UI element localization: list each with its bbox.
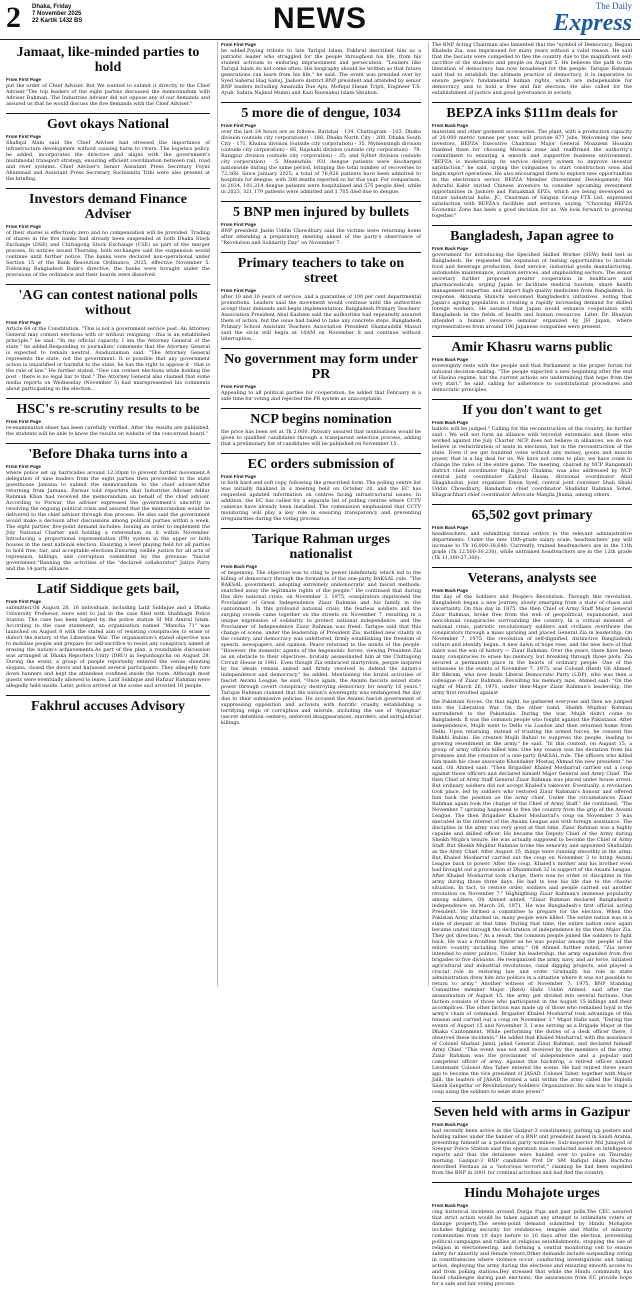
article-latif xyxy=(6,578,210,692)
article-dateline: From Back Page xyxy=(432,246,468,251)
article-headline[interactable]: Fakhrul accuses Advisory xyxy=(6,695,210,714)
article-headline[interactable]: Hindu Mohajote urges xyxy=(432,1182,632,1201)
article-primary xyxy=(221,252,421,345)
issue-date-bangla: 22 Kartik 1432 BS xyxy=(32,18,83,24)
article-dateline: From First Page xyxy=(6,419,41,424)
article-headline[interactable]: Latif Siddique gets bail, xyxy=(6,578,210,597)
article-headline[interactable]: BEPZA inks $111m deals for xyxy=(432,102,632,121)
article-columns xyxy=(6,42,634,1287)
article-headline[interactable]: EC orders submission of xyxy=(221,453,421,472)
article-headline[interactable]: Govt okays National xyxy=(6,113,210,132)
article-spacer xyxy=(6,689,210,692)
article-dateline: From First Page xyxy=(221,123,256,128)
article-dateline: From Back Page xyxy=(432,1203,468,1208)
article-col2-top xyxy=(221,42,421,99)
article-fakhrul xyxy=(6,695,210,719)
article-spacer xyxy=(432,96,632,99)
article-headline[interactable]: Seven held with arms in Gazipur xyxy=(432,1101,632,1120)
article-spacer xyxy=(6,392,210,395)
article-dateline: From Back Page xyxy=(221,564,257,569)
article-spacer xyxy=(432,1176,632,1179)
article-dateline: From First Page xyxy=(221,42,256,47)
article-spacer xyxy=(221,522,421,525)
article-khasru xyxy=(432,336,632,396)
article-body: cing historical incidents around Durga Puja and past polls.The CEC assured that strict action would be taken against any attempt to intimidate voters or damage property.The seven-point demand submitted by Hindu Mohajote includes fighting security for residences, temples and Maths of minority communities from 10 days before to 10 days after the election, preventing political campaigns and rallies at religious establishments, stopping the use of religion in electioneering, and forming a central monitoring cell to ensure safety for minority and female voters.Other demands include suspending voting in constituencies where violence occur, conducting investigations and taking action, deploying the army during the elections and ensuring smooth access to and from polling stations.Dey stressed that while the Hindu community has faced challenges during past elections, the assurances from EC provide hope for a safe and fair voting process. xyxy=(432,1209,632,1287)
article-dateline: From First Page xyxy=(221,474,256,479)
page-number: 2 xyxy=(6,1,21,34)
article-dateline: From Back Page xyxy=(432,525,468,530)
article-spacer xyxy=(221,342,421,345)
article-dateline: From Back Page xyxy=(432,123,468,128)
article-veterans xyxy=(432,567,632,699)
article-spacer xyxy=(6,182,210,185)
logo-big-text: Express xyxy=(553,10,632,36)
article-spacer xyxy=(221,402,421,405)
article-body: sovereignty rests with the people and that Parliament is the proper forum for national decision-making. "The people expected a new beginning after the end of Hasina regime, but the current actions are undermining that hope from the very start," he said, calling for adherence to constitutional procedures and democratic principles. xyxy=(432,363,632,393)
article-dengue xyxy=(221,102,421,198)
article-body: ballots will be judged." Calling for the reconstruction of the country, he further said : We will not form an alliance with terrorist extremists and those who worked against the July Charter. NCP does not believe in alliances, we do not believe in redistribution of seats in elections, but in the reconstruction of the state. Even if we get hundred votes without any money, goons and muscle power, that is a big deal for us. We have not come to play; we have come to change the rules of the entire game. The meeting, chaired by NCP Rangamati district chief coordinator Bipin Jyoti Chakma, was also addressed by NCP central joint coordinator Zahirul Hasan, divisional coordinator Abid Shagahudun, joint organizer Emon Syed, central joint convener Shah Shahi Uddin Chowdhury, Bandarban chief coordinator Shahidur Rahman Sohel, Khagrachhari chief coordinator Advocate Manjila Jhuma, among others. xyxy=(432,426,632,498)
article-headmasters xyxy=(432,504,632,564)
article-dateline: From First Page xyxy=(221,222,256,227)
article-seven-held xyxy=(432,1101,632,1179)
article-headline[interactable]: If you don't want to get xyxy=(432,399,632,418)
article-body: government for introducing the Specified Skilled Worker (SSW) field test in Bangladesh. He requested the expansion of testing opportunities to include food and beverage production, food service, industrial goods manufacturing, automobile maintenance, aviation services, and shipbuilding sectors. The senior secretary further proposed greater cooperation in healthcare and pharmaceuticals, urging Japan to facilitate medical tourism, share health management expertise, and import high-quality medicines from Bangladesh. In response, Akiyama Shinichi welcomed Bangladesh's initiatives, noting that Japan's ageing population is creating a rapidly increasing demand for skilled foreign workers. He assured that Japan would enhance cooperation with Bangladesh in the fields of health and human resources. Later, Dr. Bhuiyan attended a human resource seminar organized by JH Japan, where representatives from around 100 Japanese companies were present. xyxy=(432,252,632,330)
article-dont-want xyxy=(432,399,632,501)
article-spacer xyxy=(221,96,421,99)
article-body: where police set up barricades around 12:30pm to prevent further movement.A delegation of nine leaders from the eight parties then proceeded to the state guesthouse Jamuna to submit the memorandum to the chief adviser.After returning from Jamuna, Parwar told reporters that Industries Adviser Adilur Rahman Khan had received the memorandum on behalf of the chief adviser. According to Porwar, the adviser expressed the government's sincerity in resolving the ongoing political crisis and assured that the memorandum would be delivered to the chief adviser through due process. He also said the government would make a decision after discussions among political parties within a week. The eight parties' five-point demand includes: Issuing an order to implement the July National Charter and holding a referendum on it within November. Introducing a proportional representation (PR) system in the upper or both houses in the next national election. Ensuring a level playing field for all parties to hold free, fair, and acceptable elections.Ensuring visible justice for all acts of repression, killings, and corruption committed by the previous "fascist government."Banning the activities of the "declared collaborator" Jatiya Party and the 14-party alliance. xyxy=(6,470,210,572)
article-body: re-examination sheet has been carefully verified. After the results are published, the students will be able to know the results on website of the concerned board." xyxy=(6,425,210,437)
article-spacer xyxy=(6,278,210,281)
article-body: of their shares is effectively zero and no compensation will be provided. Trading of shares in the five banks had already been suspended at both Dhaka Stock Exchange (DSE) and Chittagong Stock Exchange (CSE) as part of the merger process. In notices issued Thursday, both exchanges said the suspension would continue until further notice. The banks were declared non-operational under Section 15 of the Bank Resolution Ordinance, 2025, effective November 5. Following Bangladesh Bank's directive, the banks were brought under the provisions of the ordinance and their boards were dissolved. xyxy=(6,230,210,278)
article-dateline: From First Page xyxy=(221,384,256,389)
article-spacer xyxy=(432,219,632,222)
article-body: materials and other garment accessories. The plant, with a production capacity of 20,000 metric tonnes per year, will provide 677 jobs. Welcoming the new investors, BEPZA Executive Chairman Major General Moazzem Hossain thanked them for choosing Mirsarai zone and reaffirmed the authority's commitment to ensuring a smooth and supportive business environment. "BEPZA is modernizing its service delivery system to improve investor satisfaction," he said, urging the companies to start construction soon and begin export operations. He also encouraged them to explore new opportunities in the electronics sector. BEPZA Member (Investment Development) Md Ashraful Kabir invited Chinese investors to consider upcoming investment opportunities in Jashore and Patuakhali EPZs, which are being developed as future industrial hubs. JC, Chairman of Singxin Group FTX Ltd, expressed satisfaction with BEPZA's facilities and services, saying, "Choosing BEPZA Economic Zone has been a good decision for us. We look forward to growing together." xyxy=(432,129,632,219)
article-body: headteachers, and submitting formal orders to the relevant administrative departments. Under the new 10th-grade salary scale, headteachers' pay will increase to Tk 16,000-38,640. Currently, trained headteachers are in the 11th grade (Tk 12,500-30,230), while untrained headteachers are in the 12th grade (Tk 11,300-27,300). xyxy=(432,531,632,561)
article-dateline: From First Page xyxy=(6,224,41,229)
column-1 xyxy=(6,42,210,986)
article-headline[interactable]: Jamaat, like-minded parties to hold xyxy=(16,45,200,75)
article-spacer xyxy=(432,498,632,501)
article-body: of hegemony. The objective was to cling to power indefinitely, which led to the killing of democracy through the formation of the one-party BAKSAL rule. "The BAKSAL government, adopting extremely undemocratic and fascist methods, snatched away the legitimate rights of the people." He continued that during this dire national crisis, on November 3, 1975, conspirators imprisoned the Proclaimer of Great Independence Ziaur Rahman and his family in the cantonment. In this profound national crisis, the fearless soldiers and the surging crowds came together on the streets on November 7, resulting in a unique expression of solidarity to protect national independence, and the Proclaimer of Independence Ziaur Rahman was freed. Tarique said that this change of scene, under the leadership of President Zia, instilled new vitality in the country, and democracy was unfettered, firmly establishing the freedom of speech, newspapers, and opinion. Peace returned to the minds of the people. "However, the domestic agents of the hegemonic forces, viewing President Zia as an obstacle to their objectives, brutally assassinated him at the Chittagong Circuit House in 1981. Even though Zia embraced martyrdom, people inspired by his ideals remain united and firmly resolved to defend the nation's independence and democracy," he added. Mentioning the brutal activities of fascist Awami League, he said, "Once again, the Awami fascists seized state power through covert conspiracy, destroying democracy for nearly 16 years." Tarique Rahman claimed that the nation's sovereignty was endangered the day due to their submissive policies. He accused the Awami fascist government of suppressing opposition and activists with horrific cruelty, establishing a terrifying reign of corruption and misrule, including the use of 'Ayanghar' (secret detention centers), enforced disappearances, murders, and extrajudicial killings. xyxy=(221,570,421,726)
article-body: he added.Paying tribute to late Tariqul Islam, Fakhrul described him as a patriotic leader who struggled for the people throughout his life, from his student activism to enduring imprisonment and persecution. "Leaders like Tariqul Islam do not come often. His biography should be written so that future generations can learn from his life," he said. The event was presided over by Syed Saberul Haq Sabuj, Jashore district BNP president and attended by senior BNP leaders including Amanulla Due Apu, Mofiqul Hasan Tripti, Engineer T.S. Ayub, Sabira Najmul Munni and Kazi Rawnakul Islam Shrabon. xyxy=(221,48,421,96)
article-headline[interactable]: NCP begins nomination xyxy=(221,408,421,427)
article-body: in both hard and soft copy, following the prescribed form. The polling centre list was initially finalized in a meeting held on October 20, and the EC has requested updated information on centres facing infrastructural issues. In addition, the EC has called for a separate list of polling centres where CCTV cameras have already been installed. The commission emphasized that CCTV monitoring will play a key role in ensuring transparency and preventing irregularities during the voting process. xyxy=(221,480,421,522)
article-dateline: From First Page xyxy=(221,288,256,293)
article-col4-top xyxy=(432,699,632,1098)
article-body: the Pakistani forces. On that night, he gathered everyone and then we jumped into the Liberation War. On the other hand, Sheikh Mujibur Rahman surrendered to the Pakistanis. During the war, Mujib didn't come to Bangladesh. It was the common people who fought against the Pakistanis. After independence, Mujib went to Delhi via London and then returned home from Delhi. Upon returning, instead of trusting the armed forces, he created the Rakkhi Bahini. He created Mujib Bahini to suppress the people, leading to growing resentment in the army," he said. "In this context, on August 15, a group of army officers killed him. One key reason was his deviation from his promises and the creation of a one-party BAKSAL rule. The officers who killed him made his close associate Khondaker Mostaq Ahmad the new president," he said. Oli Ahmed said: "Then Brigadier Khaled Mosharraf carried out a coup against those officers and declared himself Major General and Army Chief. The then Chief of Army Staff General Ziaur Rahman was placed under house arrest. But ordinary soldiers did not accept Khaled's takeover. Eventually, a revolution took place, led by soldiers who restored Ziaur Rahman's honour and offered him back the position as the army chief. Under the circumstances Ziaur Rahman again took the charge of the Chief of Army Staff." He continued, "The November 7 uprising happened to free the country from the grip of the Awami League. The then Brigadier Khaled Mosharraf's coup on November 3 was executed in the interest of the Awami League and with foreign assistance. The discipline in the army was very good at that time. Ziaur Rahman was a highly capable and skilled officer. He became the Deputy Chief of the Army during Sheikh Mujib's tenure. He was actually supposed to become the Chief of Army Staff. But Sheikh Mujibur Rahman broke the seniority and appointed Shafiullah as the Army Chief. After August 15, things were running smoothly in the army. But Khaled Mosharraf carried out the coup on November 3 to bring Awami League back to power. After the coup, Khaled's mother and his brother even had brought out a procession at Dhanmondi 32 in support of the Awami League. After Khaled Mosharraf took charge, there was no order or discipline in the army during those three days. He had to lose his life due to the chaotic situation. In fact, to restore order, soldiers and people carried out another revolution on November 7." Highlighting Ziaur Rahman's immense popularity among soldiers, Oli Ahmed added, "Ziaur Rahman declared Bangladesh's independence on March 26, 1971. He was Bangladesh's first official acting President. He formed a committee to prepare for the election. When the Pakistan Army attacked us, many people were killed. The entire nation was in a state of despair at that time. During that time, the entire nation once again became united through the declaration of independence by the then Major Zia. They got direction." As a result, the common people joined the soldiers to fight back. He was a frontline fighter as he was popular among the people of the entire country including the army." Oli Ahmed further noted, "Zia never intended to enter politics. Under his leadership, the army expanded from five brigades to five divisions. He reorganized the army, navy, and air force, initiated agricultural and industrial revolutions, canal digging projects, and played a crucial role in restoring law and order. Gradually, his role in state administration drew him into politics in a situation where it was not possible to return to army." Another witness of November 7, 1975, BNP Standing Committee member Major (Retd) Hafiz Uddin Ahmed, said after the assassination of August 15, the army got divided into several factions. One faction consists of those who participated in the August 15 killings and their accomplices. The other faction was made up of those who remained loyal to the army's chain of command. Brigadier Khaled Mosharraf took advantage of this tension and carried out a coup on November 3." Major Hafiz said, "During the events of August 15 and November 3, I was serving as a Brigade Major at the Dhaka Cantonment. While performing the duties of a desk officer there, I observed these incidents." He added that Khaled Mosharraf, with the assistance of Colonel Shafaat Jamil, jailed General Ziaur Rahman, and declared himself Army Chief. "This event was not well received by the members of the army. Ziaur Rahman was the proclaimer of independence and a popular and competent officer of army. Against this backdrop, a retired officer named Lieutenant Colonel Abu Taher entered the scene. He had retired three years ago to become the vice president of JASAD. Colonel Taher, together with Major Jalil, the leaders of JASAD, formed a unit within the army called the 'Biplobi Sainik Sangstha' or Revolutionary Soldiers' Organization. Its aim was to stage a coup using the soldiers to seize state power." xyxy=(432,699,632,1095)
article-headline[interactable]: No government may form under PR xyxy=(221,348,421,382)
article-dateline: From Back Page xyxy=(432,588,468,593)
column-2 xyxy=(217,42,421,986)
issue-date-gregorian: 7 November 2025 xyxy=(32,11,82,17)
article-body: the price has been set at Tk 2,000. Patwary assured that nominations would be given to qualified candidates through a transparent selection process, adding that a preliminary list of candidates will be published on November 15. xyxy=(221,429,421,447)
article-headline[interactable]: 'Before Dhaka turns into a xyxy=(6,443,210,462)
article-body: the day of the Soldiers and People's Revolution. Through this revolution, Bangladesh began a new journey, slowly emerging from a state of chaos and uncertainty. On this day in 1975, the then Chief of Army Staff Major General Ziaur Rahman, broke free from the web of geopolitical, expansionist, and neocolonial conspiracies surrounding the country. In a critical moment of national crisis, patriotic revolutionary soldiers and civilians overthrew the conspirators through a mass uprising and placed General Zia in leadership. On November 7, 1975, the revolution of self-dignified, distinctive Bangladeshi culture and identity began. A new dawn of hope rose, and the new hero of that dawn was the son of history — Ziaur Rahman. Over the years, there have been many conspiracies to erase his memory, but breaking through those plots, Zia secured a permanent place in the hearts of ordinary people. One of the witnesses to the events of November 7, 1975, was Colonel (Retd) Oli Ahmed, Bir Bikram, who now leads Liberal Democratic Party (LDP), who was then a colleague of Ziaur Rahman. Revisiting his memory lane, Ahmed said: "On the night of March 26, 1971, under then-Major Ziaur Rahman's leadership, the army first revolted against xyxy=(432,594,632,696)
article-before-dhaka xyxy=(6,443,210,575)
article-dateline: From First Page xyxy=(6,599,41,604)
article-body: BNP president Jasim Uddin Chowdhury said the victims were returning home after attending a preparatory meeting ahead of the party's observance of "Revolution and Solidarity Day" on November 7. xyxy=(221,228,421,246)
column-3 xyxy=(428,42,632,1287)
logo-small-text: The Daily xyxy=(595,1,632,11)
article-body: over the last 24 hours are as follows: Barishal - 134, Chattogram - 103, Dhaka division (outside city corporations) - 188, Dhaka North City - 200, Dhaka South City - 171, Khulna division (outside city corporation) - 35, Mymensingh division (outside city corporation) - 66, Rajshahi division (outside city corporation) - 79, Rangpur division (outside city corporation) - 35, and Sylhet division (outside city corporation) - 5. Meanwhile, 931 dengue patients were discharged nationwide during the same period, bringing the total number of recoveries to 72,368. Since January 2025, a total of 76,026 patients have been admitted to hospitals for dengue, with 308 deaths reported so far this year. For comparison, in 2024, 101,214 dengue patients were hospitalised and 575 people died, while in 2023, 321,179 patients were admitted and 1,705 died due to dengue. xyxy=(221,129,421,195)
article-headline[interactable]: Tarique Rahman urges nationalist xyxy=(221,528,421,562)
article-body: The BNP Acting Chairman also lamented that the "symbol of Democracy, Begum Khaleda Zia, was imprisoned for many years without a valid reason. He said that the fascists were compelled to flee the country due to the magnificent self-sacrifice of the students and people on August 5. He believes the path to the liberation of democracy has now broadened for the people. Tarique Rahman said that to establish the ultimate practice of democracy, it is imperative to ensure people's fundamental human rights, which are indispensable for democracy, and to hold a free and fair election. He also called for the establishment of justice and good governance in society. xyxy=(432,42,632,96)
article-headline[interactable]: 5 BNP men injured by bullets xyxy=(221,201,421,220)
article-body: Shafiqul Alam said the Chief Adviser had stressed the importance of infrastructure development without causing harm to rivers. The logistics policy, he added, incorporates the directive and aligns with the government's multimodal transport strategy, ensuring efficient coordination between rail, road and river systems. Chief Adviser's Senior Assistant Press Secretary Foyez Ahammad and Assistant Press Secretary Suchismita Tithi were also present at the briefing. xyxy=(6,140,210,182)
article-body: had recently been active in the Gazipur-3 constituency, putting up posters and holding rallies under the banner of a BNP unit president based in Saudi Arabia, presenting himself as a potential party nominee. Sub-inspector Md Junayed of Sreepur Police Station said the operation was conducted based on intelligence reports and that the detainees were handed over to police on Thursday morning. Gazipur-3 BNP candidate Prof Dr SM Rafiqul Islam Bachchu described Ferdaus as a "notorious terrorist," claiming he had been expelled from the BNP in 2001 for criminal activities and had fled the country. xyxy=(432,1128,632,1176)
article-headline[interactable]: Primary teachers to take on street xyxy=(221,252,421,286)
article-headline[interactable]: HSC's re-scrutiny results to be xyxy=(6,398,210,417)
article-headline[interactable]: Bangladesh, Japan agree to xyxy=(432,225,632,244)
article-spacer xyxy=(432,393,632,396)
section-title: NEWS xyxy=(273,2,367,35)
article-ec xyxy=(221,453,421,525)
article-dateline: From First Page xyxy=(6,464,41,469)
article-bnp-men xyxy=(221,201,421,249)
article-japan xyxy=(432,225,632,333)
article-dateline: From First Page xyxy=(6,320,41,325)
article-dateline: From Back Page xyxy=(432,357,468,362)
article-headline[interactable]: Investors demand Finance Adviser xyxy=(6,188,210,222)
article-ag-cannot xyxy=(6,284,210,395)
masthead xyxy=(0,0,640,40)
article-dateline: From First Page xyxy=(6,134,41,139)
article-body: Article 64 of the Constitution. "This is not a government service post. An Attorney General may contest elections with or without resigning - this is an established principle," he said. "In my official capacity, I am the Attorney General of the state," he added.Responding to journalists' comments that the Attorney General is expected to remain neutral, Asaduzzaman said, "The Attorney General represents the state, not the government. It is possible that any government action is unjustified or harmful to the state, he has the right to oppose it - that is the rule of law." He further stated, "One can contest elections while holding the post - there is no legal bar to that." The Attorney General also claimed that some media reports on Wednesday (November 5) had misrepresented his comments about participating in the election. xyxy=(6,326,210,392)
article-ncp xyxy=(221,408,421,450)
article-tarique xyxy=(221,528,421,729)
article-spacer xyxy=(221,246,421,249)
article-dateline: From First Page xyxy=(6,77,41,82)
article-spacer xyxy=(432,330,632,333)
article-jamaat xyxy=(6,45,210,110)
article-col3-top xyxy=(432,42,632,99)
article-hindu xyxy=(432,1182,632,1290)
article-spacer xyxy=(221,726,421,729)
article-headline[interactable]: Veterans, analysts see xyxy=(432,567,632,586)
article-body: put the order of Chief Adviser. But We wanted to submit it directly to the Chief Adviser."The top leaders of the eight parties discussed the memorandum with Adviser Rahman. The Industries Adviser did not oppose any of our demands and assured us that he would discuss the five demands with the Chief Adviser." xyxy=(6,83,210,107)
article-spacer xyxy=(432,561,632,564)
article-spacer xyxy=(221,195,421,198)
article-dateline: From Back Page xyxy=(432,420,468,425)
article-headline[interactable]: Amir Khasru warns public xyxy=(432,336,632,355)
article-headline[interactable]: 65,502 govt primary xyxy=(432,504,632,523)
article-bepza xyxy=(432,102,632,222)
newspaper-logo[interactable] xyxy=(553,2,632,35)
article-body: after 10 and 16 years of service, and a guarantee of 100 per cent departmental promotions. Leaders said the movement would continue until the authorities accept their demands and begin implementation. Bangladesh Primary Teachers' Association President Abul Kashem said the authorities had repeatedly assured them of action, but the issue had failed to take any concrete steps. Bangladesh Primary School Assistant Teachers Association President Shamsuddin Masud said the sit-in will begin at 10AM on November 8 and continue without interruption. xyxy=(221,294,421,342)
article-spacer xyxy=(432,1095,632,1098)
article-body: submitted.On August 28, 16 individuals, including Latif Siddique and a Dhaka University Professor, were sent to jail in the case filed with Shahbagh Police Station. The case has been lodged by the police station SI Md Amirul Islam. According to the case statement, an organisation named "Mancha 71" was launched on August 8 with the stated aim of resisting conspiracies to erase or distort the history of the Liberation War. The organisation's stated objective was to mobilise people and prepare for self-sacrifice to resist any conspiracy aimed at erasing the nation's achievements.As part of this plan, a roundtable discussion was arranged at Dhaka Reporters Unity (DRU) in Segunbagicha on August 28. During the event, a group of people reportedly entered the venue shouting slogans, closed the doors and harassed several participants. They allegedly tore down banners and kept the attendees confined inside the room. Although most guests were eventually allowed to leave, Latif Siddique and Hafizur Rahman were allegedly held inside. Later, police arrived at the scene and arrested 16 people. xyxy=(6,605,210,689)
article-no-govt xyxy=(221,348,421,405)
article-spacer xyxy=(6,716,210,719)
article-spacer xyxy=(221,447,421,450)
article-spacer xyxy=(6,107,210,110)
issue-date-day: Dhaka, Friday xyxy=(32,4,72,10)
article-govt-okays xyxy=(6,113,210,185)
article-headline[interactable]: 'AG can contest national polls without xyxy=(6,284,210,318)
article-headline[interactable]: 5 more die of dengue, 1034 xyxy=(221,102,421,121)
article-spacer xyxy=(6,572,210,575)
article-body: Appealing to all political parties for cooperation, he added that February is a safe time for voting and rejected the PR system as unacceptable. xyxy=(221,390,421,402)
article-spacer xyxy=(6,437,210,440)
article-investors xyxy=(6,188,210,281)
article-hsc xyxy=(6,398,210,440)
article-dateline: From Back Page xyxy=(432,1122,468,1127)
